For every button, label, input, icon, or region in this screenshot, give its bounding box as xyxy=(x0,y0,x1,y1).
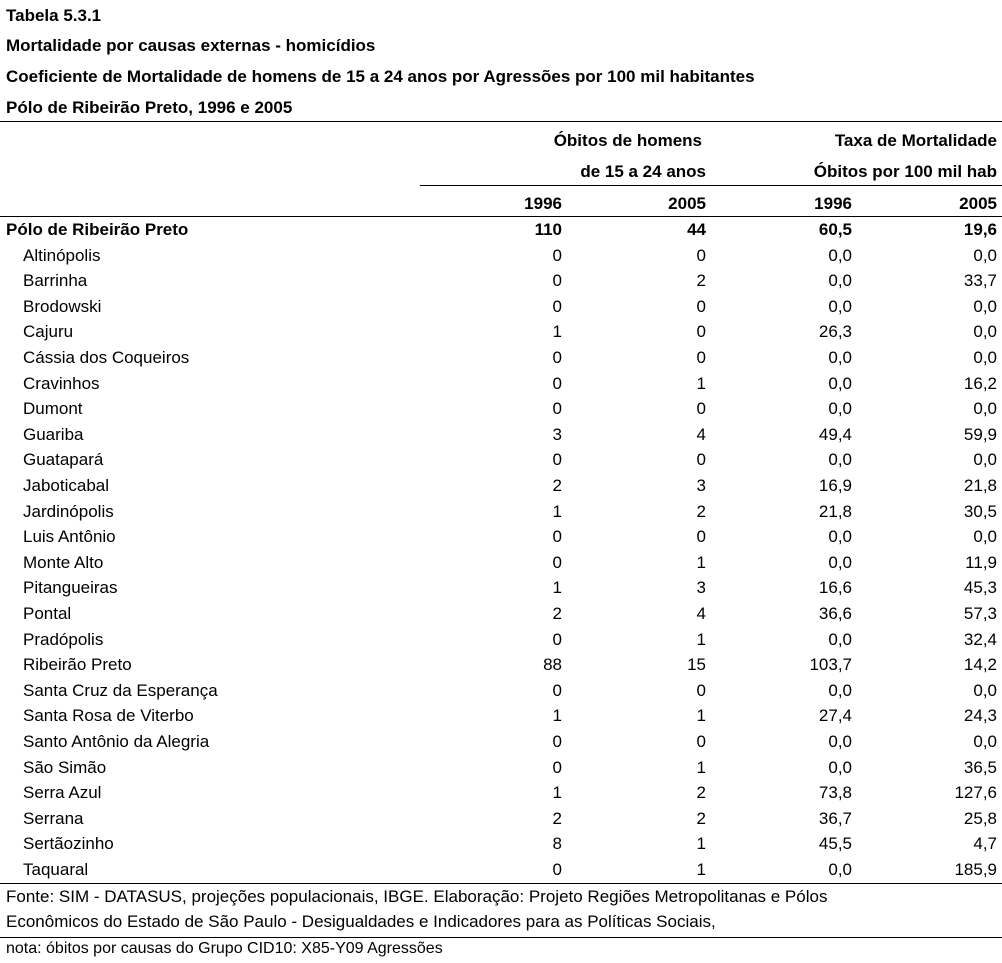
municipality-name: Serrana xyxy=(23,808,84,828)
footnote: nota: óbitos por causas do Grupo CID10: X85-Y09 Agressões xyxy=(6,940,443,957)
cell-taxa-2005: 0,0 xyxy=(973,296,997,316)
cell-taxa-1996: 16,9 xyxy=(818,476,852,495)
cell-obitos-1996: 1 xyxy=(552,578,562,598)
cell-taxa-1996: 0,0 xyxy=(828,629,852,649)
cell-obitos-1996: 0 xyxy=(552,399,562,419)
table-row-total xyxy=(0,218,1002,244)
cell-taxa-2005: 30,5 xyxy=(963,501,997,521)
municipality-name: Altinópolis xyxy=(23,245,101,265)
cell-taxa-1996: 103,7 xyxy=(809,655,852,675)
cell-obitos-2005: 0 xyxy=(696,296,706,316)
cell-taxa-1996: 16,6 xyxy=(818,578,852,598)
table-row xyxy=(0,397,1002,423)
cell-obitos-2005: 2 xyxy=(696,783,706,803)
source-line-2: Econômicos do Estado de São Paulo - Desigualdades e Indicadores para as Políticas Sociais, xyxy=(6,912,716,931)
table-number: Tabela 5.3.1 xyxy=(6,6,102,25)
cell-obitos-2005: 4 xyxy=(696,604,706,623)
table-row xyxy=(0,551,1002,577)
municipality-name: Luis Antônio xyxy=(23,527,116,547)
cell-obitos-2005: 2 xyxy=(696,808,706,828)
table-row xyxy=(0,295,1002,321)
municipality-name: Cássia dos Coqueiros xyxy=(23,348,190,367)
table-row xyxy=(0,832,1002,858)
table-row xyxy=(0,576,1002,602)
table-row xyxy=(0,756,1002,782)
cell-obitos-2005: 0 xyxy=(696,322,706,342)
municipality-name: Pólo de Ribeirão Preto xyxy=(6,220,189,239)
year-rule xyxy=(0,216,1002,217)
municipality-name: Barrinha xyxy=(23,271,88,291)
municipality-name: Jaboticabal xyxy=(23,476,110,495)
cell-taxa-1996: 0,0 xyxy=(828,680,852,700)
cell-obitos-2005: 0 xyxy=(696,732,706,751)
obitos-header-line1: Óbitos de homens xyxy=(553,131,702,150)
cell-obitos-2005: 1 xyxy=(696,373,706,393)
cell-obitos-1996: 110 xyxy=(534,220,562,239)
cell-taxa-2005: 0,0 xyxy=(973,732,997,751)
cell-taxa-1996: 49,4 xyxy=(818,424,852,444)
municipality-name: Pradópolis xyxy=(23,629,104,649)
municipality-name: Monte Alto xyxy=(23,552,104,572)
table-row xyxy=(0,448,1002,474)
cell-obitos-1996: 0 xyxy=(552,527,562,547)
table-row xyxy=(0,807,1002,833)
top-rule xyxy=(0,121,1002,122)
cell-obitos-2005: 0 xyxy=(696,680,706,700)
cell-obitos-1996: 0 xyxy=(552,629,562,649)
cell-obitos-2005: 0 xyxy=(696,399,706,419)
table-row xyxy=(0,269,1002,295)
cell-taxa-1996: 26,3 xyxy=(818,322,852,342)
cell-taxa-2005: 32,4 xyxy=(963,629,997,649)
obitos-header-line2: de 15 a 24 anos xyxy=(580,162,706,181)
table-row xyxy=(0,525,1002,551)
table-row xyxy=(0,346,1002,372)
cell-obitos-2005: 0 xyxy=(696,527,706,547)
cell-taxa-1996: 0,0 xyxy=(828,399,852,419)
cell-taxa-2005: 0,0 xyxy=(973,245,997,265)
cell-taxa-2005: 25,8 xyxy=(963,808,997,828)
cell-taxa-1996: 0,0 xyxy=(828,860,852,879)
cell-obitos-1996: 0 xyxy=(552,373,562,393)
cell-taxa-2005: 21,8 xyxy=(963,476,997,495)
municipality-name: Brodowski xyxy=(23,296,102,316)
municipality-name: Guatapará xyxy=(23,450,104,470)
header-rule xyxy=(420,185,1002,186)
taxa-header-line1: Taxa de Mortalidade xyxy=(834,131,997,150)
cell-taxa-1996: 0,0 xyxy=(828,348,852,367)
cell-obitos-2005: 1 xyxy=(696,860,706,879)
cell-obitos-2005: 0 xyxy=(696,450,706,470)
table-row xyxy=(0,423,1002,449)
municipality-name: Cajuru xyxy=(23,322,74,342)
cell-taxa-2005: 59,9 xyxy=(963,424,997,444)
municipality-name: Sertãozinho xyxy=(23,834,114,854)
cell-obitos-2005: 2 xyxy=(696,271,706,291)
cell-obitos-2005: 1 xyxy=(696,834,706,854)
cell-taxa-1996: 0,0 xyxy=(828,373,852,393)
taxa-header-line2: Óbitos por 100 mil hab xyxy=(813,162,997,181)
table-row xyxy=(0,679,1002,705)
cell-obitos-1996: 2 xyxy=(552,808,562,828)
cell-taxa-2005: 45,3 xyxy=(963,578,997,598)
cell-obitos-2005: 44 xyxy=(687,220,706,239)
cell-obitos-1996: 0 xyxy=(552,348,562,367)
cell-obitos-1996: 8 xyxy=(552,834,562,854)
cell-obitos-2005: 4 xyxy=(696,424,706,444)
cell-taxa-1996: 36,6 xyxy=(818,604,852,623)
cell-taxa-1996: 0,0 xyxy=(828,450,852,470)
cell-taxa-2005: 4,7 xyxy=(973,834,997,854)
cell-taxa-1996: 21,8 xyxy=(818,501,852,521)
cell-obitos-2005: 0 xyxy=(696,245,706,265)
table-row xyxy=(0,474,1002,500)
cell-taxa-1996: 0,0 xyxy=(828,245,852,265)
cell-taxa-2005: 36,5 xyxy=(963,757,997,777)
cell-taxa-1996: 0,0 xyxy=(828,757,852,777)
cell-obitos-2005: 3 xyxy=(696,578,706,598)
municipality-name: Serra Azul xyxy=(23,783,102,803)
cell-obitos-2005: 1 xyxy=(696,629,706,649)
cell-taxa-2005: 57,3 xyxy=(963,604,997,623)
cell-taxa-2005: 0,0 xyxy=(973,527,997,547)
cell-obitos-1996: 0 xyxy=(552,860,562,879)
cell-taxa-2005: 19,6 xyxy=(963,220,997,239)
table-row xyxy=(0,320,1002,346)
cell-taxa-2005: 16,2 xyxy=(963,373,997,393)
municipality-name: São Simão xyxy=(23,757,107,777)
table-subject: Mortalidade por causas externas - homicídios xyxy=(6,36,376,55)
cell-taxa-2005: 127,6 xyxy=(954,783,997,803)
cell-obitos-2005: 0 xyxy=(696,348,706,367)
municipality-name: Guariba xyxy=(23,424,84,444)
cell-obitos-2005: 1 xyxy=(696,706,706,726)
municipality-name: Pontal xyxy=(23,604,72,623)
cell-taxa-2005: 11,9 xyxy=(965,552,997,572)
cell-obitos-1996: 0 xyxy=(552,271,562,291)
municipality-name: Pitangueiras xyxy=(23,578,118,598)
cell-taxa-1996: 36,7 xyxy=(818,808,852,828)
table-row xyxy=(0,372,1002,398)
cell-taxa-2005: 0,0 xyxy=(973,348,997,367)
year-header-obitos-1996: 1996 xyxy=(524,194,562,213)
cell-obitos-1996: 3 xyxy=(552,424,562,444)
cell-obitos-1996: 0 xyxy=(552,450,562,470)
municipality-name: Santa Cruz da Esperança xyxy=(23,680,218,700)
table-row xyxy=(0,628,1002,654)
table-row xyxy=(0,500,1002,526)
cell-obitos-2005: 1 xyxy=(696,757,706,777)
table-row xyxy=(0,704,1002,730)
cell-taxa-2005: 0,0 xyxy=(973,680,997,700)
cell-obitos-2005: 3 xyxy=(696,476,706,495)
cell-obitos-1996: 0 xyxy=(552,732,562,751)
table-row xyxy=(0,858,1002,884)
cell-taxa-2005: 24,3 xyxy=(963,706,997,726)
footer-rule xyxy=(0,937,1002,938)
year-header-obitos-2005: 2005 xyxy=(668,194,706,213)
table-row xyxy=(0,730,1002,756)
cell-obitos-1996: 0 xyxy=(552,757,562,777)
cell-obitos-2005: 1 xyxy=(696,552,706,572)
cell-taxa-1996: 0,0 xyxy=(828,552,852,572)
cell-taxa-1996: 0,0 xyxy=(828,271,852,291)
cell-taxa-2005: 33,7 xyxy=(963,271,997,291)
cell-obitos-1996: 2 xyxy=(552,476,562,495)
cell-taxa-1996: 45,5 xyxy=(818,834,852,854)
source-line-1: Fonte: SIM - DATASUS, projeções populacionais, IBGE. Elaboração: Projeto Regiões Metropolitanas e Pólos xyxy=(6,887,828,906)
municipality-name: Santa Rosa de Viterbo xyxy=(23,706,194,726)
municipality-name: Ribeirão Preto xyxy=(23,655,132,675)
table-row xyxy=(0,602,1002,628)
cell-obitos-1996: 1 xyxy=(552,706,562,726)
cell-taxa-2005: 0,0 xyxy=(973,399,997,419)
cell-obitos-1996: 0 xyxy=(552,245,562,265)
year-header-taxa-1996: 1996 xyxy=(814,194,852,213)
cell-obitos-1996: 88 xyxy=(543,655,562,675)
bottom-rule xyxy=(0,883,1002,884)
cell-obitos-1996: 2 xyxy=(552,604,562,623)
cell-obitos-2005: 15 xyxy=(687,655,706,675)
cell-taxa-1996: 73,8 xyxy=(818,783,852,803)
cell-obitos-1996: 0 xyxy=(552,552,562,572)
cell-obitos-1996: 1 xyxy=(552,501,562,521)
cell-obitos-2005: 2 xyxy=(696,501,706,521)
cell-taxa-1996: 0,0 xyxy=(828,527,852,547)
table-row xyxy=(0,781,1002,807)
municipality-name: Cravinhos xyxy=(23,373,100,393)
cell-taxa-1996: 0,0 xyxy=(828,732,852,751)
cell-obitos-1996: 1 xyxy=(552,322,562,342)
table-description: Coeficiente de Mortalidade de homens de 15 a 24 anos por Agressões por 100 mil habitantes xyxy=(6,67,755,86)
municipality-name: Taquaral xyxy=(23,860,89,879)
table-row xyxy=(0,653,1002,679)
year-header-taxa-2005: 2005 xyxy=(959,194,997,213)
cell-taxa-1996: 0,0 xyxy=(828,296,852,316)
municipality-name: Dumont xyxy=(23,399,83,419)
cell-taxa-2005: 0,0 xyxy=(973,322,997,342)
cell-taxa-2005: 14,2 xyxy=(963,655,997,675)
cell-taxa-2005: 0,0 xyxy=(973,450,997,470)
table-row xyxy=(0,244,1002,270)
cell-taxa-1996: 60,5 xyxy=(818,220,852,239)
table-region-period: Pólo de Ribeirão Preto, 1996 e 2005 xyxy=(6,98,293,117)
cell-taxa-1996: 27,4 xyxy=(818,706,852,726)
cell-obitos-1996: 1 xyxy=(552,783,562,803)
municipality-name: Jardinópolis xyxy=(23,501,114,521)
cell-obitos-1996: 0 xyxy=(552,296,562,316)
cell-obitos-1996: 0 xyxy=(552,680,562,700)
municipality-name: Santo Antônio da Alegria xyxy=(23,732,210,751)
cell-taxa-2005: 185,9 xyxy=(954,860,997,879)
